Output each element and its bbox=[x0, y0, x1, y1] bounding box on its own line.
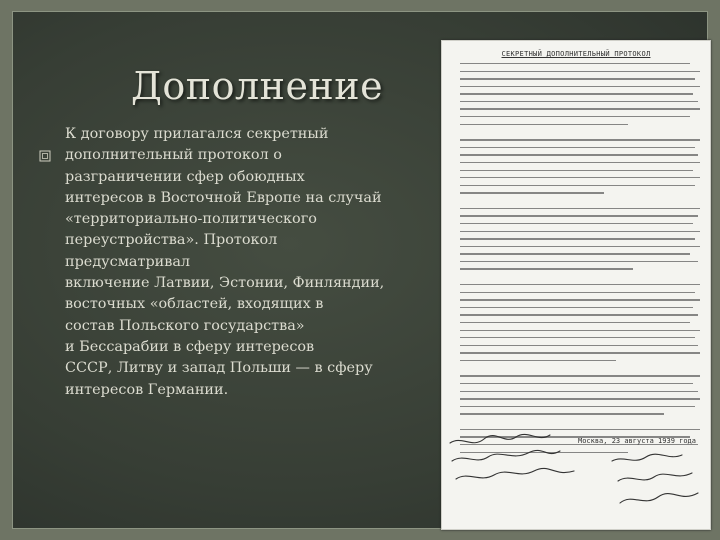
body-line: предусматривал bbox=[65, 253, 191, 270]
document-text-line bbox=[460, 391, 698, 392]
document-text-line bbox=[460, 421, 700, 429]
document-text-line bbox=[460, 131, 700, 139]
body-line: интересов в Восточной Европе на случай bbox=[65, 189, 382, 206]
document-text-line bbox=[460, 101, 698, 102]
document-text-line bbox=[460, 383, 693, 384]
document-text-line bbox=[460, 406, 695, 407]
document-text-line bbox=[460, 413, 664, 414]
slide bbox=[12, 11, 708, 529]
document-text-line bbox=[460, 299, 700, 300]
document-text-line bbox=[460, 261, 698, 262]
document-text-line bbox=[460, 330, 700, 331]
document-text-line bbox=[460, 71, 700, 72]
slide-title: Дополнение bbox=[131, 64, 384, 108]
document-text-line bbox=[460, 215, 698, 216]
document-text-line bbox=[460, 345, 698, 346]
body-line: состав Польского государства» bbox=[65, 317, 305, 334]
body-line: и Бессарабии в сферу интересов bbox=[65, 338, 315, 355]
document-text-line bbox=[460, 170, 693, 171]
document-text-line bbox=[460, 452, 628, 453]
document-text-line bbox=[460, 200, 700, 208]
document-text-line bbox=[460, 360, 616, 361]
document-text-line bbox=[460, 124, 628, 125]
document-text-line bbox=[460, 162, 700, 163]
body-line: дополнительный протокол о bbox=[65, 147, 282, 164]
body-line: восточных «областей, входящих в bbox=[65, 296, 324, 313]
document-text-line bbox=[460, 223, 693, 224]
document-text-line bbox=[460, 86, 700, 87]
bullet-icon bbox=[38, 149, 52, 163]
document-text-line bbox=[460, 292, 695, 293]
document-text-line bbox=[460, 367, 700, 375]
body-line: СССР, Литву и запад Польши — в сферу bbox=[65, 360, 373, 377]
document-text-line bbox=[460, 147, 695, 148]
protocol-document-image bbox=[441, 40, 711, 530]
document-text-line bbox=[460, 284, 700, 285]
document-text-line bbox=[460, 238, 695, 239]
body-line: включение Латвии, Эстонии, Финляндии, bbox=[65, 275, 385, 292]
document-text-line bbox=[460, 276, 700, 284]
document-text-line bbox=[460, 429, 700, 430]
document-text-line bbox=[460, 352, 700, 353]
document-text-line bbox=[460, 208, 700, 209]
document-text-line bbox=[460, 185, 695, 186]
document-text-line bbox=[460, 398, 700, 399]
body-line: интересов Германии. bbox=[65, 381, 229, 398]
document-text-lines bbox=[460, 63, 700, 459]
document-text-line bbox=[460, 177, 700, 178]
document-text-line bbox=[460, 307, 693, 308]
document-text-line bbox=[460, 375, 700, 376]
document-text-line bbox=[460, 231, 700, 232]
bullet-text bbox=[65, 124, 430, 401]
document-text-line bbox=[460, 63, 690, 64]
document-text-line bbox=[460, 253, 690, 254]
document-text-line bbox=[460, 139, 700, 140]
document-text-line bbox=[460, 322, 690, 323]
body-line: переустройства». Протокол bbox=[65, 232, 278, 249]
document-text-line bbox=[460, 108, 700, 109]
document-text-line bbox=[460, 337, 695, 338]
document-text-line bbox=[460, 154, 698, 155]
document-text-line bbox=[460, 192, 604, 193]
body-line: разграничении сфер обоюдных bbox=[65, 168, 305, 185]
document-text-line bbox=[460, 116, 690, 117]
document-date: Москва, 23 августа 1939 года bbox=[577, 437, 696, 445]
document-text-line bbox=[460, 314, 698, 315]
document-text-line bbox=[460, 93, 693, 94]
body-line: К договору прилагался секретный bbox=[65, 126, 329, 142]
document-text-line bbox=[460, 78, 695, 79]
document-text-line bbox=[460, 246, 700, 247]
body-line: «территориально-политического bbox=[65, 211, 317, 228]
document-heading: СЕКРЕТНЫЙ ДОПОЛНИТЕЛЬНЫЙ ПРОТОКОЛ bbox=[501, 50, 651, 58]
document-text-line bbox=[460, 268, 633, 269]
